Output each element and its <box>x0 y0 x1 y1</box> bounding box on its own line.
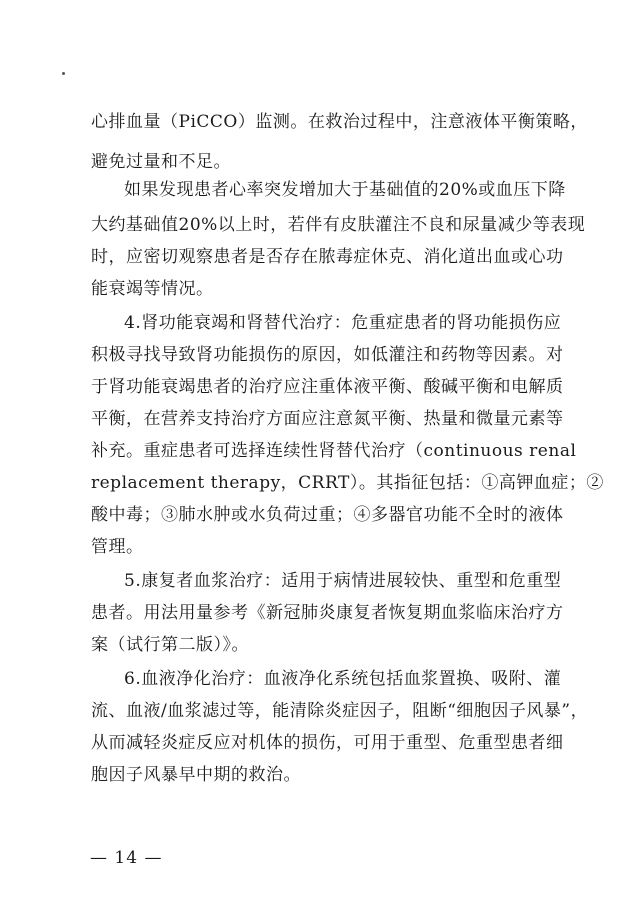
page-number: — 14 — <box>90 848 163 868</box>
body-line: 胞因子风暴早中期的救治。 <box>91 765 301 785</box>
body-line: 从而减轻炎症反应对机体的损伤，可用于重型、危重型患者细 <box>91 733 564 753</box>
body-line: 5.康复者血浆治疗：适用于病情进展较快、重型和危重型 <box>124 571 562 591</box>
body-line: 补充。重症患者可选择连续性肾替代治疗（continuous renal <box>91 441 577 461</box>
body-line: 心排血量（PiCCO）监测。在救治过程中，注意液体平衡策略， <box>91 112 588 132</box>
body-line: 平衡，在营养支持治疗方面应注意氮平衡、热量和微量元素等 <box>91 409 564 429</box>
body-line: 4.肾功能衰竭和肾替代治疗：危重症患者的肾功能损伤应 <box>124 313 562 333</box>
body-line: replacement therapy，CRRT）。其指征包括：①高钾血症；② <box>91 473 604 493</box>
body-line: 避免过量和不足。 <box>91 152 231 172</box>
body-line: 流、血液/血浆滤过等，能清除炎症因子，阻断“细胞因子风暴”， <box>91 701 589 721</box>
body-line: 管理。 <box>91 537 144 557</box>
body-line: 酸中毒；③肺水肿或水负荷过重；④多器官功能不全时的液体 <box>91 505 564 525</box>
body-line: 6.血液净化治疗：血液净化系统包括血浆置换、吸附、灌 <box>124 669 562 689</box>
body-line: 于肾功能衰竭患者的治疗应注重体液平衡、酸碱平衡和电解质 <box>91 377 564 397</box>
body-line: 如果发现患者心率突发增加大于基础值的20%或血压下降 <box>124 180 566 200</box>
body-line: 案（试行第二版）》。 <box>91 635 249 655</box>
body-line: 患者。用法用量参考《新冠肺炎康复者恢复期血浆临床治疗方 <box>91 603 564 623</box>
scan-dot <box>62 72 65 75</box>
body-line: 能衰竭等情况。 <box>91 279 214 299</box>
body-line: 时，应密切观察患者是否存在脓毒症休克、消化道出血或心功 <box>91 247 564 267</box>
body-line: 积极寻找导致肾功能损伤的原因，如低灌注和药物等因素。对 <box>91 345 564 365</box>
body-line: 大约基础值20%以上时，若伴有皮肤灌注不良和尿量减少等表现 <box>91 215 586 235</box>
